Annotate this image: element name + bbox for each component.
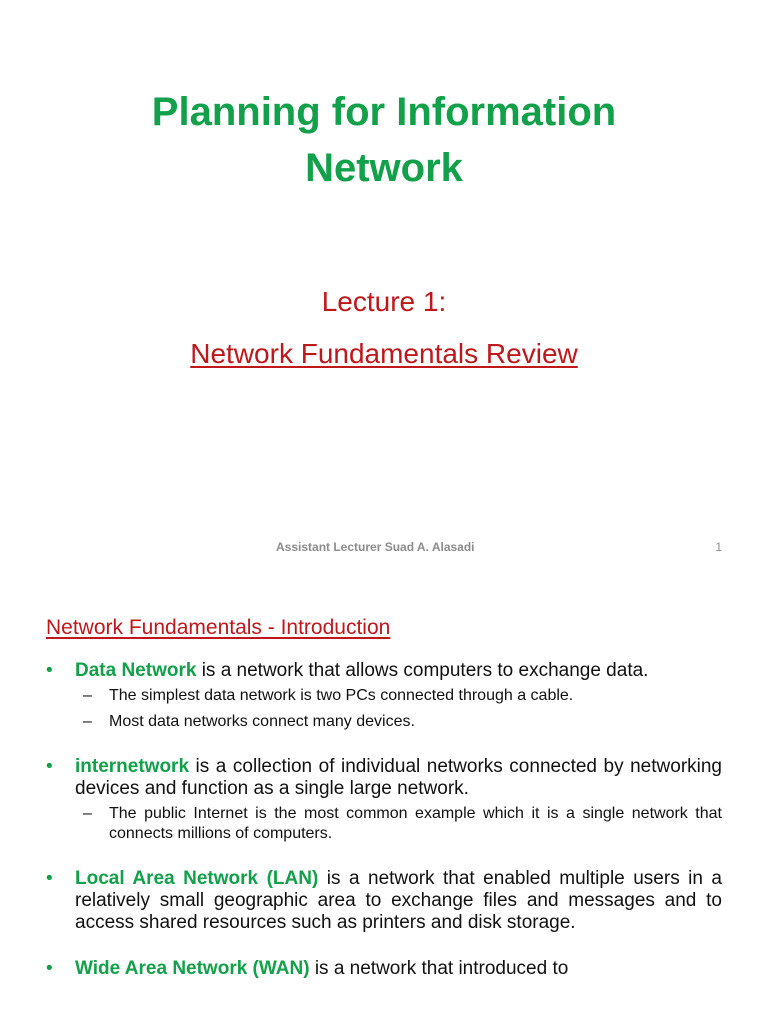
sub-item-text: The simplest data network is two PCs connected through a cable. (109, 687, 574, 704)
bullet-item-internetwork (46, 756, 722, 844)
dash-icon: – (83, 713, 92, 730)
bullet-text: is a network that introduced to (309, 958, 569, 979)
bullet-text: is a network that enabled multiple users in a relatively small geographic area to exchange files and messages and to access shared resources such as printers and disk storage. (75, 868, 722, 933)
intro-slide (0, 576, 768, 1024)
sub-item-text: The public Internet is the most common example which it is a single network that connects millions of computers. (109, 805, 722, 842)
bullet-icon: • (46, 868, 53, 889)
bullet-list (46, 660, 722, 1004)
section-heading: Network Fundamentals - Introduction (46, 616, 391, 639)
sub-item (75, 686, 722, 706)
slide-title-line-2: Network (305, 146, 463, 190)
sub-item (75, 804, 722, 844)
bullet-item-lan (46, 868, 722, 934)
dash-icon: – (83, 687, 92, 704)
bullet-item-wan (46, 958, 722, 980)
lecture-number: Lecture 1: (321, 286, 447, 317)
bullet-term: Wide Area Network (WAN) (75, 958, 310, 979)
bullet-text: is a collection of individual networks connected by networking devices and function as a single large network. (75, 756, 722, 799)
sub-list (75, 686, 722, 732)
lecture-topic: Network Fundamentals Review (190, 338, 578, 369)
slide-subtitle (40, 276, 728, 380)
bullet-term: Local Area Network (LAN) (75, 868, 319, 889)
slide-title-line-1: Planning for Information (151, 90, 617, 134)
sub-item (75, 712, 722, 732)
footer-author: Assistant Lecturer Suad A. Alasadi (276, 540, 475, 554)
slide-title (40, 84, 728, 196)
dash-icon: – (83, 805, 92, 822)
footer-page-number: 1 (715, 540, 722, 554)
bullet-term: Data Network (75, 660, 197, 681)
bullet-item-data-network (46, 660, 722, 732)
sub-item-text: Most data networks connect many devices. (109, 713, 415, 730)
bullet-icon: • (46, 958, 53, 979)
sub-list (75, 804, 722, 844)
bullet-icon: • (46, 756, 53, 777)
slide-footer (0, 540, 768, 560)
bullet-text: is a network that allows computers to exchange data. (196, 660, 649, 681)
bullet-icon: • (46, 660, 53, 681)
bullet-term: internetwork (75, 756, 190, 777)
